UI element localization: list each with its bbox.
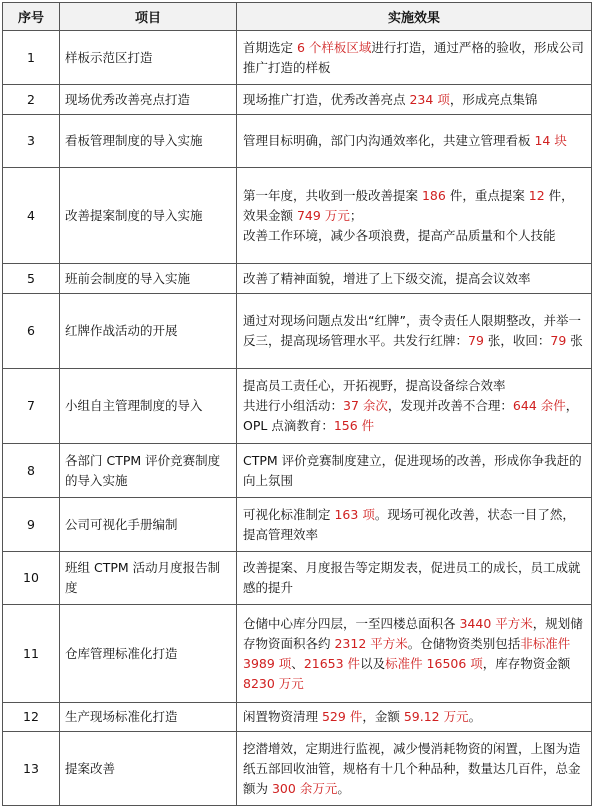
header-effect: 实施效果 <box>237 3 592 31</box>
row-effect <box>237 168 592 264</box>
table-row <box>3 115 592 168</box>
table-row <box>3 498 592 552</box>
highlight-value: 2312 平方米 <box>334 635 408 651</box>
effect-text: 管理目标明确，部门内沟通效率化，共建立管理看板 <box>243 133 535 148</box>
effect-text: ，金额 <box>362 709 404 724</box>
row-item: 改善提案制度的导入实施 <box>60 168 237 264</box>
effect-text: ，发现并改善不合理： <box>387 398 513 413</box>
effect-text: 。 <box>468 709 482 724</box>
report-container <box>2 2 591 806</box>
effect-text: 。现场可视化改善，状态一目了然，提高管理效率 <box>243 506 575 542</box>
highlight-value: 8230 万元 <box>243 675 304 691</box>
header-no: 序号 <box>3 3 60 31</box>
effect-text: 改善了精神面貌，增进了上下级交流，提高会议效率 <box>243 270 531 286</box>
row-item: 提案改善 <box>60 732 237 806</box>
row-number: 3 <box>3 115 60 168</box>
row-effect <box>237 85 592 115</box>
table-row <box>3 264 592 294</box>
effect-text: 以及 <box>360 655 386 671</box>
effect-text: 可视化标准制定 <box>243 506 335 522</box>
highlight-value: 非标准件 3989 项 <box>243 635 571 671</box>
row-number: 5 <box>3 264 60 294</box>
row-number: 10 <box>3 552 60 605</box>
row-item: 各部门 CTPM 评价竞赛制度的导入实施 <box>60 444 237 498</box>
effect-text: ，库存物资金额 <box>482 655 571 671</box>
row-number: 9 <box>3 498 60 552</box>
row-number: 4 <box>3 168 60 264</box>
effect-text: 现场推广打造，优秀改善亮点 <box>243 91 410 107</box>
row-effect <box>237 498 592 552</box>
highlight-value: 186 <box>421 187 446 203</box>
row-item: 班前会制度的导入实施 <box>60 264 237 294</box>
table-row <box>3 703 592 732</box>
highlight-value: 79 <box>468 333 484 348</box>
row-item: 小组自主管理制度的导入 <box>60 369 237 444</box>
table-header-row <box>3 3 592 31</box>
table-row <box>3 31 592 85</box>
highlight-value: 3440 平方米 <box>459 615 533 631</box>
row-effect <box>237 732 592 806</box>
table-row <box>3 605 592 703</box>
table-row <box>3 444 592 498</box>
effect-text: 张，收回： <box>483 333 551 348</box>
header-item: 项目 <box>60 3 237 31</box>
row-number: 8 <box>3 444 60 498</box>
row-effect <box>237 605 592 703</box>
highlight-value: 644 余件 <box>512 398 566 413</box>
row-item: 看板管理制度的导入实施 <box>60 115 237 168</box>
row-number: 13 <box>3 732 60 806</box>
effect-text: ，形成亮点集锦 <box>449 91 538 107</box>
implementation-effect-table <box>2 2 592 806</box>
table-row <box>3 552 592 605</box>
row-effect <box>237 31 592 85</box>
table-body <box>3 31 592 806</box>
highlight-value: 300 余万元 <box>271 780 338 796</box>
row-number: 2 <box>3 85 60 115</box>
row-effect <box>237 552 592 605</box>
table-row <box>3 732 592 806</box>
effect-text: 提高员工责任心，开拓视野，提高设备综合效率 <box>243 378 506 393</box>
row-effect <box>237 444 592 498</box>
effect-text: 件，重点提案 <box>445 187 529 203</box>
highlight-value: 6 个样板区域 <box>296 39 372 55</box>
row-effect <box>237 369 592 444</box>
effect-text: 挖潜增效，定期进行监视，减少慢消耗物资的闲置，上图为造纸五部回收油管，规格有十几个种品种，数量达几百件，总金额为 <box>243 740 581 796</box>
effect-text: 共进行小组活动： <box>243 398 344 413</box>
table-row <box>3 168 592 264</box>
highlight-value: 749 万元 <box>296 207 350 223</box>
highlight-value: 163 项 <box>334 506 375 522</box>
row-item: 仓库管理标准化打造 <box>60 605 237 703</box>
effect-text: 通过对现场问题点发出“红牌”，责令责任人限期整改，并举一反三，提高现场管理水平。共发行红牌： <box>243 313 581 348</box>
row-item: 班组 CTPM 活动月度报告制度 <box>60 552 237 605</box>
highlight-value: 12 <box>528 187 545 203</box>
effect-text: 张 <box>566 333 583 348</box>
row-item: 样板示范区打造 <box>60 31 237 85</box>
effect-text: 。仓储物资类别包括 <box>407 635 521 651</box>
row-number: 7 <box>3 369 60 444</box>
table-row <box>3 85 592 115</box>
effect-text: 改善工作环境，减少各项浪费，提高产品质量和个人技能 <box>243 227 556 243</box>
effect-text: 首期选定 <box>243 39 297 55</box>
row-number: 12 <box>3 703 60 732</box>
effect-text: ； <box>349 207 363 223</box>
effect-text: 进行打造，通过严格的验收，形成公司推广打造的样板 <box>243 39 584 75</box>
highlight-value: 59.12 万元 <box>403 709 469 724</box>
effect-text: 闲置物资清理 <box>243 709 322 724</box>
highlight-value: 156 件 <box>333 418 375 433</box>
row-effect <box>237 264 592 294</box>
effect-text: ，规划储存物资面积各约 <box>243 615 583 651</box>
effect-text: 仓储中心库分四层，一至四楼总面积各 <box>243 615 460 631</box>
highlight-value: 21653 件 <box>303 655 361 671</box>
effect-text: 第一年度，共收到一般改善提案 <box>243 187 422 203</box>
effect-text: 。 <box>337 780 350 796</box>
row-number: 6 <box>3 294 60 369</box>
highlight-value: 14 块 <box>534 133 567 148</box>
highlight-value: 529 件 <box>321 709 363 724</box>
row-item: 公司可视化手册编制 <box>60 498 237 552</box>
effect-text: CTPM 评价竞赛制度建立，促进现场的改善，形成你争我赶的向上氛围 <box>243 452 582 488</box>
effect-text: 、 <box>291 655 304 671</box>
table-row <box>3 294 592 369</box>
effect-text: ，OPL 点滴教育： <box>243 398 579 433</box>
table-row <box>3 369 592 444</box>
row-item: 红牌作战活动的开展 <box>60 294 237 369</box>
row-effect <box>237 115 592 168</box>
highlight-value: 234 项 <box>409 91 450 107</box>
row-item: 生产现场标准化打造 <box>60 703 237 732</box>
highlight-value: 79 <box>550 333 567 348</box>
row-item: 现场优秀改善亮点打造 <box>60 85 237 115</box>
effect-text: 改善提案、月度报告等定期发表，促进员工的成长，员工成就感的提升 <box>243 560 581 595</box>
row-effect <box>237 703 592 732</box>
highlight-value: 标准件 16506 项 <box>385 655 483 671</box>
highlight-value: 37 余次 <box>343 398 388 413</box>
row-number: 11 <box>3 605 60 703</box>
effect-text: 件，效果金额 <box>243 187 574 223</box>
row-number: 1 <box>3 31 60 85</box>
row-effect <box>237 294 592 369</box>
